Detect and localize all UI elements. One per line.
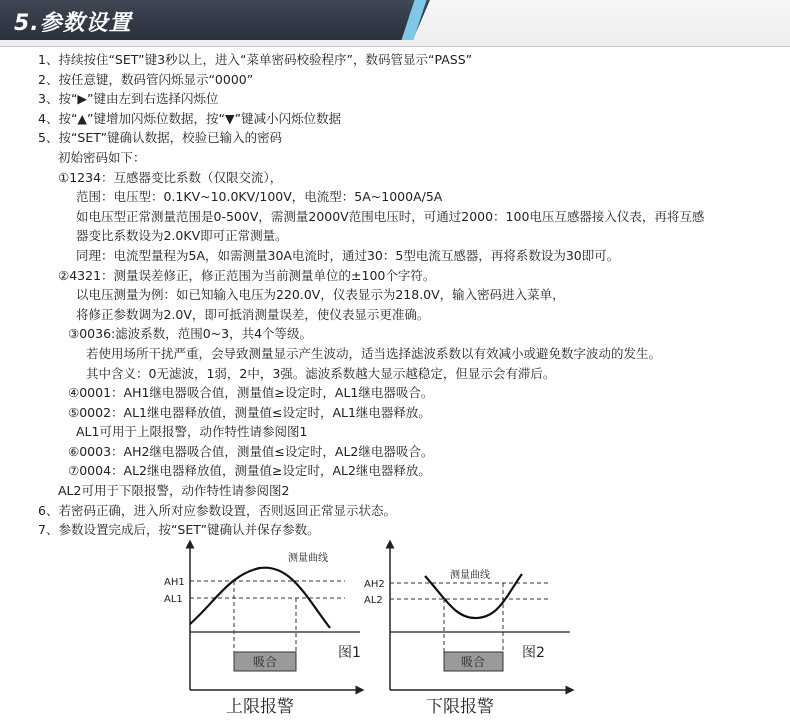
item-0036-meaning: 其中含义：0无滤波，1弱，2中，3强。滤波系数越大显示越稳定，但显示会有滞后。 bbox=[86, 365, 556, 381]
fig2-caption: 下限报警 bbox=[426, 697, 494, 717]
item-0004: ⑦0004：AL2继电器释放值，测量值≥设定时，AL2继电器释放。 bbox=[68, 463, 431, 479]
item-1234-range: 范围：电压型：0.1KV~10.0KV/100V，电流型：5A~1000A/5A bbox=[76, 189, 443, 205]
section-header bbox=[0, 0, 790, 47]
step-7: 7、参数设置完成后，按“SET”键确认并保存参数。 bbox=[38, 522, 320, 538]
step-5: 5、按“SET”键确认数据，校验已输入的密码 bbox=[38, 130, 283, 146]
figure-upper-alarm bbox=[164, 544, 361, 717]
fig1-number-label: 图1 bbox=[338, 645, 361, 661]
item-0036-title: ③0036:滤波系数，范围0~3，共4个等级。 bbox=[68, 326, 313, 342]
item-0003: ⑥0003：AH2继电器吸合值，测量值≤设定时，AL2继电器吸合。 bbox=[68, 443, 434, 459]
item-4321-example: 以电压测量为例：如已知输入电压为220.0V，仪表显示为218.0V，输入密码进入菜单， bbox=[76, 287, 565, 303]
item-0001: ④0001：AH1继电器吸合值，测量值≥设定时，AL1继电器吸合。 bbox=[68, 385, 434, 401]
item-4321-example-cont: 将修正参数调为2.0V，即可抵消测量误差，使仪表显示更准确。 bbox=[76, 306, 430, 322]
parameter-instructions bbox=[38, 50, 778, 540]
initial-password-heading: 初始密码如下： bbox=[58, 149, 146, 165]
item-4321-title: ②4321：测量误差修正，修正范围为当前测量单位的±100个字符。 bbox=[58, 267, 436, 283]
fig1-relay-label: 吸合 bbox=[252, 655, 278, 669]
figure-lower-alarm bbox=[364, 544, 570, 717]
fig2-upper-label: AH2 bbox=[364, 579, 385, 590]
fig1-curve-label: 测量曲线 bbox=[288, 553, 328, 564]
item-1234-title: ①1234：互感器变比系数（仅限交流）， bbox=[58, 169, 283, 185]
section-title: 5.参数设置 bbox=[14, 11, 132, 36]
item-al2-note: AL2可用于下限报警，动作特性请参阅图2 bbox=[58, 483, 290, 499]
item-0036-desc: 若使用场所干扰严重，会导致测量显示产生波动，适当选择滤波系数以有效减小或避免数字波动的发生。 bbox=[86, 345, 662, 361]
fig2-relay-label: 吸合 bbox=[460, 655, 486, 669]
step-1: 1、持续按住“SET”键3秒以上，进入“菜单密码校验程序”，数码管显示“PASS” bbox=[38, 52, 473, 67]
item-0002: ⑤0002：AL1继电器释放值，测量值≤设定时，AL1继电器释放。 bbox=[68, 404, 431, 420]
fig1-upper-label: AH1 bbox=[164, 577, 185, 588]
step-3: 3、按“▶”键由左到右选择闪烁位 bbox=[38, 91, 219, 107]
alarm-diagrams-svg bbox=[160, 540, 580, 720]
item-1234-example: 如电压型正常测量范围是0-500V，需测量2000V范围电压时，可通过2000：100电压互感器接入仪表，再将互感 bbox=[76, 208, 705, 224]
fig1-lower-label: AL1 bbox=[164, 594, 183, 605]
item-1234-example-cont: 器变比系数设为2.0KV即可正常测量。 bbox=[76, 228, 288, 244]
fig1-caption: 上限报警 bbox=[226, 697, 294, 717]
step-4: 4、按“▲”键增加闪烁位数据，按“▼”键减小闪烁位数据 bbox=[38, 110, 342, 126]
fig2-number-label: 图2 bbox=[522, 645, 545, 661]
step-6: 6、若密码正确，进入所对应参数设置，否则返回正常显示状态。 bbox=[38, 502, 396, 518]
fig2-curve-label: 测量曲线 bbox=[450, 570, 490, 581]
item-1234-current: 同理：电流型量程为5A，如需测量30A电流时，通过30：5型电流互感器，再将系数设为30即可。 bbox=[76, 247, 620, 263]
fig2-lower-label: AL2 bbox=[364, 595, 383, 606]
step-2: 2、按任意键，数码管闪烁显示“0000” bbox=[38, 71, 254, 87]
alarm-diagrams bbox=[160, 540, 580, 720]
item-al1-note: AL1可用于上限报警，动作特性请参阅图1 bbox=[76, 424, 308, 440]
